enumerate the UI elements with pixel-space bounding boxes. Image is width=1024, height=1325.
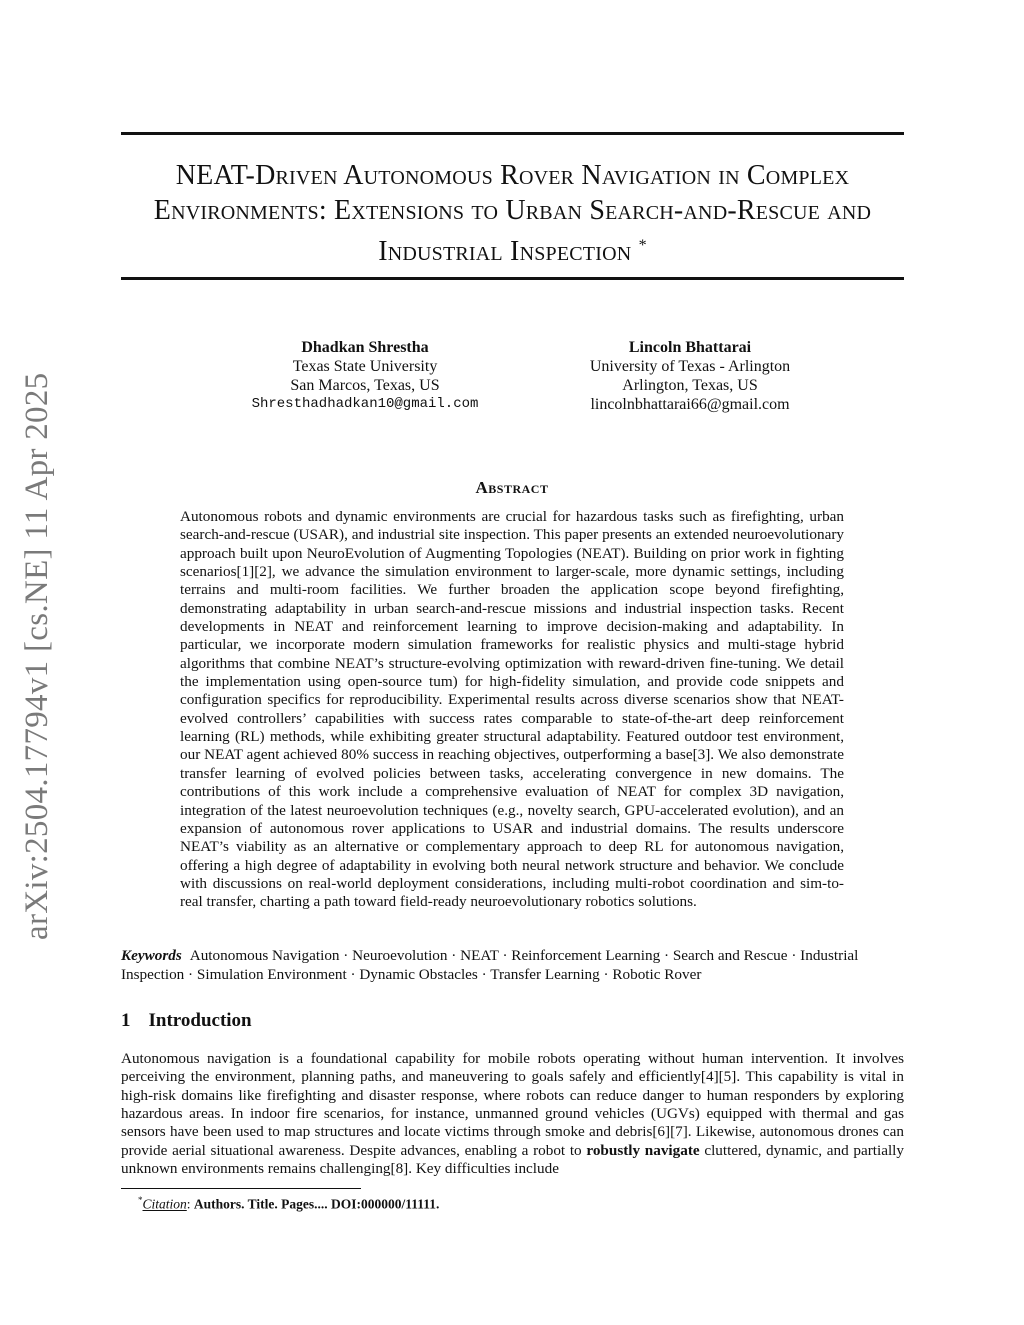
author-name: Dhadkan Shrestha bbox=[301, 339, 429, 356]
paper-title bbox=[110, 158, 915, 269]
title-footnote-marker: * bbox=[638, 237, 647, 254]
section-title: Introduction bbox=[148, 1010, 252, 1031]
abstract-heading: Abstract bbox=[475, 478, 549, 497]
footnote-rule bbox=[121, 1188, 361, 1189]
author-affiliation: Texas State University bbox=[292, 358, 438, 375]
paper-title-text: NEAT-Driven Autonomous Rover Navigation in Complex Environments: Extensions to Urban Search-and-Rescue and Industrial Inspection bbox=[153, 160, 872, 267]
footnote-separator: : bbox=[186, 1196, 191, 1212]
section-heading bbox=[121, 1010, 252, 1032]
footnote bbox=[138, 1192, 439, 1213]
author-name: Lincoln Bhattarai bbox=[628, 339, 752, 356]
intro-paragraph bbox=[121, 1050, 904, 1178]
section-number: 1 bbox=[121, 1010, 131, 1031]
author-block bbox=[540, 338, 840, 414]
author-email[interactable]: lincolnbhattarai66@gmail.com bbox=[590, 396, 790, 413]
abstract-text: Autonomous robots and dynamic environments are crucial for hazardous tasks such as firefighting, urban search-and-rescue (USAR), and industrial site inspection. This paper presents an extended neuroevolutionary approach built upon NeuroEvolution of Augmenting Topologies (NEAT). Building on prior work in fighting scenarios[1][2], we advance the simulation environment to larger-scale, more dynamic settings, including terrains and multi-room facilities. We further broaden the application scope beyond firefighting, demonstrating adaptability in urban search-and-rescue missions and industrial inspection tasks. Recent developments in NEAT and reinforcement learning to improve decision-making and adaptability. In particular, we incorporate modern simulation frameworks for realistic physics and multi-stage hybrid algorithms that combine NEAT’s structure-evolving optimization with reward-driven fine-tuning. We detail the implementation using open-source tum) for high-fidelity simulation, and provide code snippets and configuration specifics for reproducibility. Experimental results across diverse scenarios show that NEAT-evolved controllers’ capabilities with success rates comparable to state-of-the-art deep reinforcement learning (RL) methods, while exhibiting greater structural adaptability. Featured outdoor test environment, our NEAT agent achieved 80% success in reaching objectives, outperforming a base[3]. We also demonstrate transfer learning of evolved policies between tasks, accelerating convergence in new domains. The contributions of this work include a comprehensive evaluation of NEAT for complex 3D navigation, integration of the latest neuroevolution techniques (e.g., novelty search, GPU-accelerated evolution), and an expansion of autonomous rover applications to USAR and industrial domains. The results underscore NEAT’s viability as an alternative or complementary approach to deep RL for autonomous navigation, offering a high degree of adaptability in evolving both neural network structure and behavior. We conclude with discussions on real-world deployment considerations, including multi-robot coordination and sim-to-real transfer, charting a path toward field-ready neuroevolutionary robotics solutions. bbox=[180, 508, 844, 911]
keywords-label: Keywords bbox=[121, 947, 182, 964]
keywords bbox=[121, 946, 904, 984]
footnote-citation-label[interactable]: Citation bbox=[142, 1196, 187, 1212]
intro-text-part2: cluttered, dynamic, and partially unknown environments remains challenging[8]. Key difficulties include bbox=[121, 1141, 904, 1178]
footnote-text: Authors. Title. Pages.... DOI:000000/11111. bbox=[193, 1196, 440, 1212]
author-block bbox=[195, 338, 535, 414]
keywords-text: Autonomous Navigation · Neuroevolution · NEAT · Reinforcement Learning · Search and Rescue · Industrial Inspection · Simulation Environment · Dynamic Obstacles · Transfer Learning · Robotic Rover bbox=[121, 947, 859, 983]
author-location: Arlington, Texas, US bbox=[622, 377, 758, 394]
intro-bold-text: robustly navigate bbox=[586, 1141, 700, 1159]
author-email[interactable]: Shresthadhadkan10@gmail.com bbox=[251, 396, 479, 412]
title-top-rule bbox=[121, 132, 904, 135]
title-bottom-rule bbox=[121, 277, 904, 280]
intro-text-part1: Autonomous navigation is a foundational capability for mobile robots operating without human intervention. It involves perceiving the environment, planning paths, and maneuvering to goals safely and efficiently[4][5]. This capability is vital in high-risk domains like firefighting and disaster response, where robots can reduce danger to human responders by exploring hazardous areas. In indoor fire scenarios, for instance, unmanned ground vehicles (UGVs) equipped with thermal and gas sensors have been used to map structures and locate victims through smoke and debris[6][7]. Likewise, autonomous drones can provide aerial situational awareness. Despite advances, enabling a robot to bbox=[121, 1050, 904, 1159]
arxiv-identifier: arXiv:2504.17794v1 [cs.NE] 11 Apr 2025 bbox=[19, 372, 55, 940]
author-affiliation: University of Texas - Arlington bbox=[589, 358, 791, 375]
author-location: San Marcos, Texas, US bbox=[290, 377, 440, 394]
footnote-marker: * bbox=[138, 1195, 143, 1205]
